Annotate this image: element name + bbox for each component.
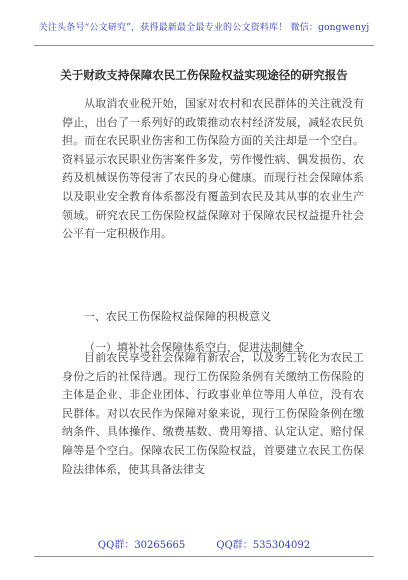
body-paragraph-2: 目前农民享受社会保障有新农合，以及务工转化为农民工身份之后的社保待遇。现行工伤保险条例有关缴纳工伤保险的主体是企业、非企业团体、行政事业单位等用人单位，没有农民群体。对以农民作为保障对象来说，现行工伤保险条例在缴纳条件、具体操作、缴费基数、费用筹措、认定认定、赔付保障等是个空白。保障农民工伤保险权益，首要建立农民工伤保险法律体系，使其具备法律支 bbox=[62, 351, 364, 476]
document-title: 关于财政支持保障农民工伤保险权益实现途径的研究报告 bbox=[60, 68, 348, 82]
footer-contacts bbox=[0, 536, 408, 551]
footer-qq-group-2: QQ群：535304092 bbox=[216, 540, 311, 551]
header-divider bbox=[34, 45, 374, 46]
header-banner: 关注头条号“公文研究”，获得最新最全最专业的公文资料库！ 微信：gongwenyj bbox=[38, 23, 370, 33]
footer-qq-group-1: QQ群：30265665 bbox=[97, 540, 186, 551]
subsection-heading: （一）填补社会保障体系空白，促进法制健全 bbox=[84, 341, 304, 354]
section-heading: 一、农民工伤保险权益保障的积极意义 bbox=[84, 310, 271, 323]
body-paragraph-1: 从取消农业税开始，国家对农村和农民群体的关注就没有停止，出台了一系列好的政策推动农村经济发展，减轻农民负担。而在农民职业伤害和工伤保险方面的关注却是一个空白。资料显示农民职业伤害案件多发，劳作慢性病、偶发损伤、农药及机械误伤等侵害了农民的身心健康。而现行社会保障体系以及职业安全教育体系都没有覆盖到农民及其从事的农业生产领域。研究农民工伤保险权益保障对于保障农民权益提升社会公平有一定积极作用。 bbox=[62, 97, 364, 241]
footer-divider bbox=[34, 556, 374, 557]
